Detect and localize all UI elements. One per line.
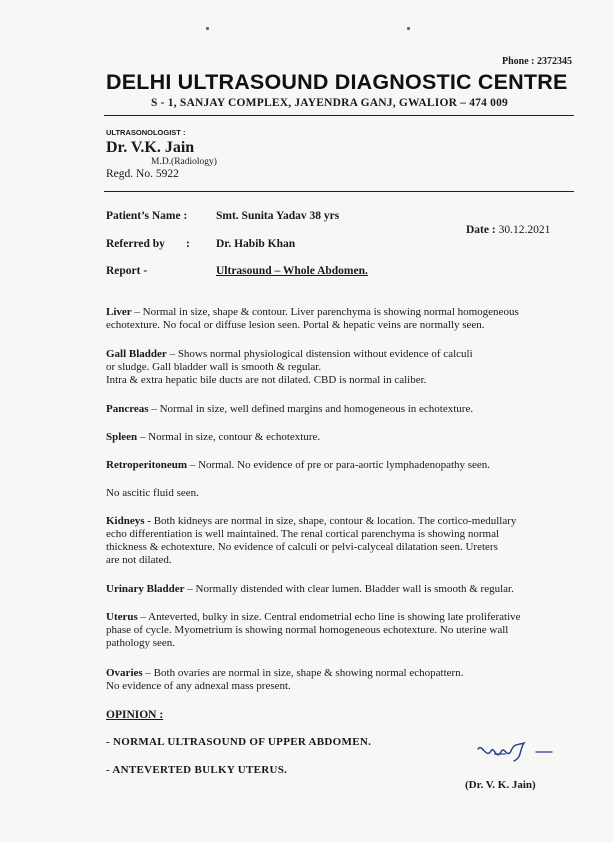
opinion-item: - NORMAL ULTRASOUND OF UPPER ABDOMEN. bbox=[106, 736, 372, 748]
doctor-divider bbox=[104, 191, 574, 192]
centre-address: S - 1, SANJAY COMPLEX, JAYENDRA GANJ, GWALIOR – 474 009 bbox=[151, 97, 508, 109]
finding-text: – Normal in size, well defined margins and homogeneous in echotexture. bbox=[148, 403, 474, 415]
finding-title: Urinary Bladder bbox=[106, 583, 185, 595]
opinion-item: - ANTEVERTED BULKY UTERUS. bbox=[106, 764, 288, 776]
ultrasonologist-label: ULTRASONOLOGIST : bbox=[106, 128, 186, 137]
finding-uterus bbox=[106, 611, 576, 650]
finding-title: Retroperitoneum bbox=[106, 459, 188, 471]
finding-text: No evidence of any adnexal mass present. bbox=[106, 680, 291, 692]
finding-urinary-bladder bbox=[106, 583, 576, 596]
finding-kidneys bbox=[106, 515, 576, 567]
finding-text: – Shows normal physiological distension without evidence of calculi bbox=[166, 348, 473, 360]
finding-pancreas bbox=[106, 403, 576, 416]
finding-text: – Both ovaries are normal in size, shape & showing normal echopattern. bbox=[142, 667, 464, 679]
finding-title: Uterus bbox=[106, 611, 138, 623]
date-label: Date : bbox=[466, 224, 496, 236]
finding-text: – Normally distended with clear lumen. Bladder wall is smooth & regular. bbox=[184, 583, 514, 595]
report-value: Ultrasound – Whole Abdomen. bbox=[216, 265, 368, 277]
doctor-name: Dr. V.K. Jain bbox=[106, 139, 195, 156]
patient-name-label: Patient’s Name : bbox=[106, 210, 188, 222]
finding-gall-bladder bbox=[106, 348, 576, 387]
finding-title: Spleen bbox=[106, 431, 138, 443]
finding-title: Liver bbox=[106, 306, 132, 318]
scan-speck bbox=[206, 27, 209, 30]
finding-text: – Normal in size, shape & contour. Liver parenchyma is showing normal homogeneous bbox=[131, 306, 519, 318]
scan-speck bbox=[407, 27, 410, 30]
finding-title: Pancreas bbox=[106, 403, 149, 415]
referred-label: Referred by bbox=[106, 238, 165, 250]
signature-scribble bbox=[472, 735, 562, 769]
referred-value: Dr. Habib Khan bbox=[216, 238, 296, 250]
finding-text: thickness & echotexture. No evidence of calculi or pelvi-calyceal dilatation seen. Ureters bbox=[106, 541, 498, 553]
finding-liver bbox=[106, 306, 576, 332]
finding-title: Kidneys - bbox=[106, 515, 151, 527]
report-date bbox=[466, 224, 550, 236]
finding-text: echo differentiation is well maintained. The renal cortical parenchyma is showing normal bbox=[106, 528, 500, 540]
referred-colon: : bbox=[186, 238, 190, 250]
finding-text: – Normal in size, contour & echotexture. bbox=[137, 431, 321, 443]
phone-number: Phone : 2372345 bbox=[502, 56, 572, 67]
finding-text: phase of cycle. Myometrium is showing normal homogeneous echotexture. No uterine wall bbox=[106, 624, 509, 636]
finding-text: are not dilated. bbox=[106, 554, 172, 566]
report-label: Report - bbox=[106, 265, 148, 277]
finding-text: No ascitic fluid seen. bbox=[106, 487, 199, 499]
finding-text: or sludge. Gall bladder wall is smooth & regular. bbox=[106, 361, 322, 373]
registration-number: Regd. No. 5922 bbox=[106, 168, 179, 180]
finding-title: Ovaries bbox=[106, 667, 143, 679]
finding-spleen bbox=[106, 431, 576, 444]
finding-text: – Anteverted, bulky in size. Central endometrial echo line is showing late proliferative bbox=[137, 611, 521, 623]
opinion-heading: OPINION : bbox=[106, 709, 164, 721]
doctor-degree: M.D.(Radiology) bbox=[151, 157, 217, 167]
finding-text: echotexture. No focal or diffuse lesion seen. Portal & hepatic veins are normally seen. bbox=[106, 319, 485, 331]
patient-name-value: Smt. Sunita Yadav 38 yrs bbox=[216, 210, 340, 222]
finding-text: Both kidneys are normal in size, shape, contour & location. The cortico-medullary bbox=[150, 515, 517, 527]
finding-text: pathology seen. bbox=[106, 637, 176, 649]
finding-title: Gall Bladder bbox=[106, 348, 167, 360]
finding-ovaries bbox=[106, 667, 576, 693]
finding-text: – Normal. No evidence of pre or para-aortic lymphadenopathy seen. bbox=[187, 459, 491, 471]
header-divider bbox=[104, 115, 574, 116]
signatory-name: (Dr. V. K. Jain) bbox=[465, 779, 536, 791]
centre-name: DELHI ULTRASOUND DIAGNOSTIC CENTRE bbox=[106, 70, 568, 94]
date-value: 30.12.2021 bbox=[498, 224, 551, 236]
finding-text: Intra & extra hepatic bile ducts are not dilated. CBD is normal in caliber. bbox=[106, 374, 427, 386]
finding-ascites bbox=[106, 487, 576, 500]
finding-retroperitoneum bbox=[106, 459, 576, 472]
